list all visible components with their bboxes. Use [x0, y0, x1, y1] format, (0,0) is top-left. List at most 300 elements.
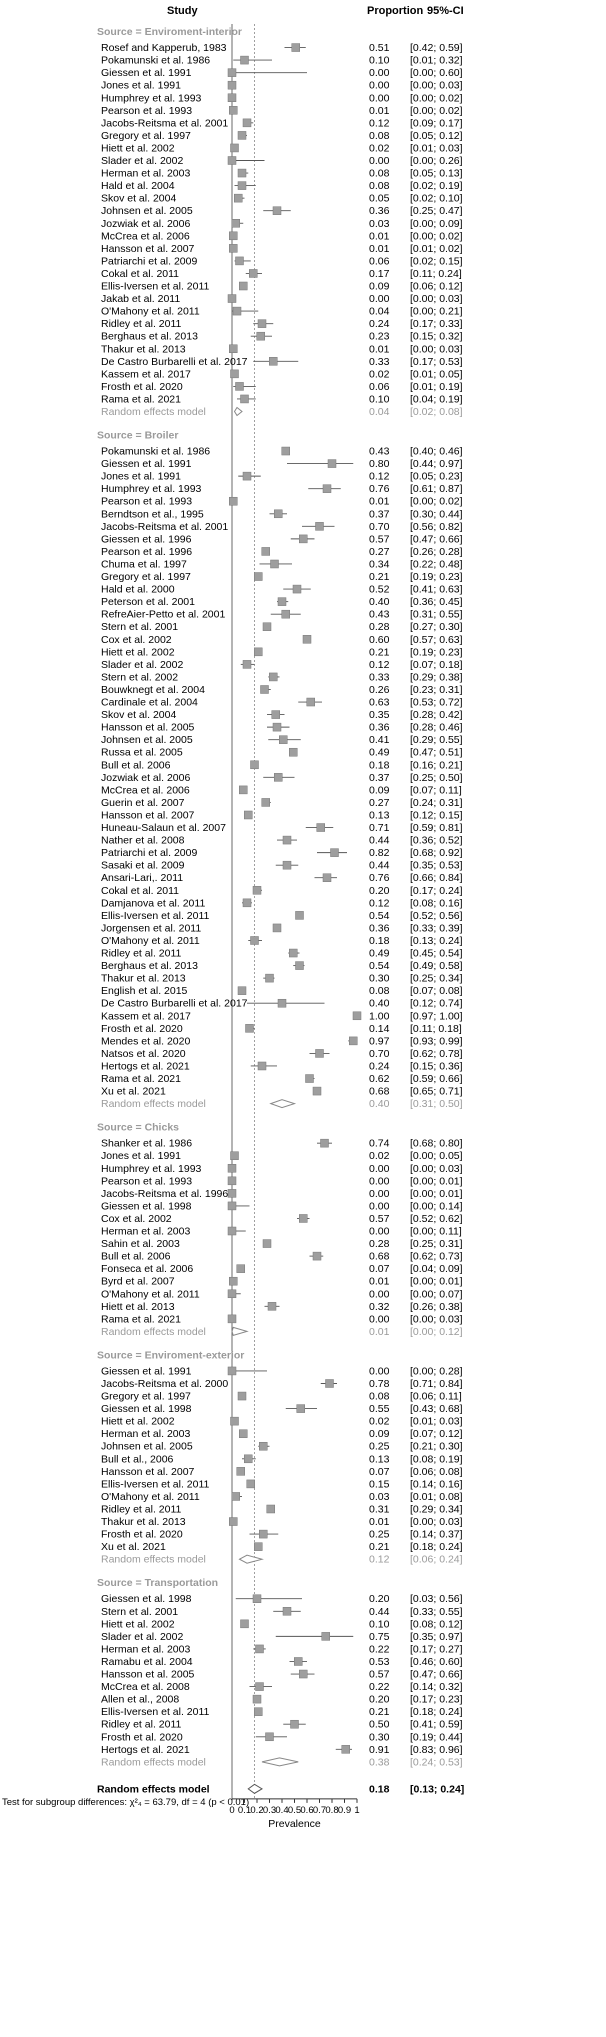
- study-ci: [0.53; 0.72]: [410, 696, 463, 709]
- study-label: Pearson et al. 1996: [101, 545, 193, 558]
- study-proportion: 0.30: [369, 1731, 390, 1744]
- study-proportion: 0.12: [369, 117, 390, 130]
- study-proportion: 0.12: [369, 658, 390, 671]
- study-label: McCrea et al. 2006: [101, 230, 190, 243]
- study-point: [274, 510, 282, 518]
- study-point: [239, 786, 247, 794]
- study-proportion: 0.08: [369, 985, 390, 998]
- study-ci: [0.00; 0.03]: [410, 343, 463, 356]
- study-ci: [0.68; 0.92]: [410, 847, 463, 860]
- study-label: Berghaus et al. 2013: [101, 330, 198, 343]
- group-label: Source = Chicks: [97, 1121, 179, 1134]
- study-label: Patriarchi et al. 2009: [101, 847, 198, 860]
- study-proportion: 0.55: [369, 1403, 390, 1416]
- study-label: Hiett et al. 2013: [101, 1300, 175, 1313]
- study-label: Jorgensen et al. 2011: [101, 922, 202, 935]
- study-proportion: 0.25: [369, 1528, 390, 1541]
- study-ci: [0.93; 0.99]: [410, 1035, 463, 1048]
- study-proportion: 0.02: [369, 1150, 390, 1163]
- random-effects-label: Random effects model: [101, 1756, 206, 1769]
- study-ci: [0.01; 0.32]: [410, 54, 463, 67]
- study-point: [262, 547, 270, 555]
- header-proportion: Proportion: [367, 5, 424, 17]
- study-label: Herman et al. 2003: [101, 1643, 191, 1656]
- study-point: [262, 798, 270, 806]
- study-ci: [0.07; 0.12]: [410, 1428, 463, 1441]
- study-ci: [0.17; 0.24]: [410, 884, 463, 897]
- study-proportion: 0.14: [369, 1022, 390, 1035]
- study-point: [231, 370, 239, 378]
- study-ci: [0.16; 0.21]: [410, 759, 463, 772]
- study-point: [313, 1087, 321, 1095]
- study-ci: [0.01; 0.05]: [410, 368, 463, 381]
- study-point: [229, 232, 237, 240]
- study-label: De Castro Burbarelli et al. 2017: [101, 355, 248, 368]
- study-ci: [0.26; 0.28]: [410, 545, 463, 558]
- study-ci: [0.00; 0.03]: [410, 1516, 463, 1529]
- study-label: Thakur et al. 2013: [101, 972, 186, 985]
- random-effects-label: Random effects model: [101, 1553, 206, 1566]
- study-label: Jones et al. 1991: [101, 79, 181, 92]
- study-proportion: 0.13: [369, 1453, 390, 1466]
- study-label: Frosth et al. 2020: [101, 1731, 183, 1744]
- study-ci: [0.31; 0.55]: [410, 608, 463, 621]
- study-proportion: 0.30: [369, 972, 390, 985]
- study-point: [253, 1695, 261, 1703]
- study-point: [273, 723, 281, 731]
- study-proportion: 0.43: [369, 608, 390, 621]
- study-proportion: 0.20: [369, 1593, 390, 1606]
- study-proportion: 0.28: [369, 1238, 390, 1251]
- study-ci: [0.08; 0.16]: [410, 897, 463, 910]
- study-point: [231, 1417, 239, 1425]
- study-ci: [0.15; 0.32]: [410, 330, 463, 343]
- study-proportion: 0.33: [369, 671, 390, 684]
- study-ci: [0.01; 0.19]: [410, 380, 463, 393]
- study-ci: [0.04; 0.09]: [410, 1263, 463, 1276]
- study-proportion: 0.51: [369, 42, 390, 55]
- study-label: Ellis-Iversen et al. 2011: [101, 1478, 210, 1491]
- study-proportion: 0.00: [369, 1162, 390, 1175]
- study-ci: [0.71; 0.84]: [410, 1377, 463, 1390]
- study-ci: [0.33; 0.55]: [410, 1605, 463, 1618]
- x-tick-label: 0.8: [325, 1804, 339, 1816]
- study-point: [289, 748, 297, 756]
- study-label: O'Mahony et al. 2011: [101, 934, 200, 947]
- study-point: [228, 1315, 236, 1323]
- study-ci: [0.61; 0.87]: [410, 483, 463, 496]
- study-ci: [0.00; 0.05]: [410, 1150, 463, 1163]
- study-ci: [0.49; 0.58]: [410, 960, 463, 973]
- study-ci: [0.41; 0.63]: [410, 583, 463, 596]
- overall-label: Random effects model: [97, 1783, 210, 1796]
- study-proportion: 0.76: [369, 483, 390, 496]
- study-proportion: 0.22: [369, 1643, 390, 1656]
- study-label: Russa et al. 2005: [101, 746, 183, 759]
- study-point: [258, 320, 266, 328]
- study-label: Humphrey et al. 1993: [101, 92, 202, 105]
- study-proportion: 0.09: [369, 1428, 390, 1441]
- study-point: [269, 357, 277, 365]
- study-proportion: 0.03: [369, 217, 390, 230]
- study-proportion: 0.18: [369, 934, 390, 947]
- study-label: Gregory et al. 1997: [101, 129, 191, 142]
- study-label: Pokamunski et al. 1986: [101, 54, 211, 67]
- study-point: [254, 648, 262, 656]
- study-label: Ramabu et al. 2004: [101, 1655, 193, 1668]
- study-label: Gregory et al. 1997: [101, 1390, 191, 1403]
- study-point: [243, 472, 251, 480]
- study-point: [316, 1049, 324, 1057]
- study-ci: [0.00; 0.11]: [410, 1225, 462, 1238]
- study-label: Xu et al. 2021: [101, 1085, 166, 1098]
- study-point: [238, 987, 246, 995]
- study-point: [228, 69, 236, 77]
- group-label: Source = Transportation: [97, 1577, 219, 1590]
- study-label: Jones et al. 1991: [101, 470, 181, 483]
- study-point: [278, 999, 286, 1007]
- study-label: McCrea et al. 2008: [101, 1681, 190, 1694]
- study-label: Thakur et al. 2013: [101, 343, 186, 356]
- study-ci: [0.00; 0.01]: [410, 1187, 463, 1200]
- study-ci: [0.02; 0.15]: [410, 255, 463, 268]
- study-label: Johnsen et al. 2005: [101, 734, 193, 747]
- study-point: [231, 1152, 239, 1160]
- subgroup-test: Test for subgroup differences: χ²₄ = 63.79, df = 4 (p < 0.01): [2, 1796, 250, 1808]
- study-proportion: 0.40: [369, 997, 390, 1010]
- random-effects-diamond: [235, 408, 243, 416]
- study-proportion: 0.10: [369, 54, 390, 67]
- study-label: Hansson et al. 2007: [101, 242, 195, 255]
- study-proportion: 0.07: [369, 1263, 390, 1276]
- study-point: [278, 598, 286, 606]
- study-proportion: 0.01: [369, 495, 390, 508]
- study-point: [238, 182, 246, 190]
- study-label: Frosth et al. 2020: [101, 1528, 183, 1541]
- study-proportion: 0.00: [369, 92, 390, 105]
- study-point: [283, 861, 291, 869]
- study-ci: [0.00; 0.03]: [410, 79, 463, 92]
- study-point: [299, 535, 307, 543]
- random-effects-label: Random effects model: [101, 406, 206, 418]
- study-ci: [0.23; 0.31]: [410, 683, 463, 696]
- study-ci: [0.17; 0.53]: [410, 355, 463, 368]
- study-label: Herman et al. 2003: [101, 1225, 191, 1238]
- study-proportion: 0.00: [369, 79, 390, 92]
- study-ci: [0.52; 0.56]: [410, 909, 463, 922]
- study-label: Frosth et al. 2020: [101, 380, 183, 393]
- study-ci: [0.47; 0.66]: [410, 533, 463, 546]
- study-point: [258, 1062, 266, 1070]
- study-ci: [0.47; 0.66]: [410, 1668, 463, 1681]
- study-point: [243, 119, 251, 127]
- random-effects-proportion: 0.04: [369, 406, 390, 418]
- study-ci: [0.68; 0.80]: [410, 1137, 463, 1150]
- study-ci: [0.24; 0.31]: [410, 796, 463, 809]
- study-proportion: 0.82: [369, 847, 390, 860]
- study-proportion: 0.00: [369, 1225, 390, 1238]
- study-point: [322, 1632, 330, 1640]
- study-point: [307, 698, 315, 706]
- study-label: Humphrey et al. 1993: [101, 483, 202, 496]
- study-ci: [0.05; 0.23]: [410, 470, 463, 483]
- study-proportion: 0.12: [369, 470, 390, 483]
- study-label: O'Mahony et al. 2011: [101, 305, 200, 318]
- study-ci: [0.36; 0.45]: [410, 596, 463, 609]
- study-ci: [0.04; 0.19]: [410, 393, 463, 406]
- study-proportion: 0.00: [369, 1175, 390, 1188]
- x-tick-label: 0: [229, 1804, 235, 1816]
- study-ci: [0.00; 0.02]: [410, 92, 463, 105]
- random-effects-proportion: 0.12: [369, 1553, 390, 1566]
- study-proportion: 0.31: [369, 1503, 390, 1516]
- study-ci: [0.19; 0.23]: [410, 571, 463, 584]
- x-tick-label: 0.7: [312, 1804, 327, 1816]
- study-point: [296, 911, 304, 919]
- study-label: Giessen et al. 1998: [101, 1403, 192, 1416]
- random-effects-proportion: 0.01: [369, 1325, 390, 1338]
- study-point: [253, 1595, 261, 1603]
- study-ci: [0.12; 0.74]: [410, 997, 463, 1010]
- study-point: [228, 94, 236, 102]
- study-point: [317, 824, 325, 832]
- study-label: Rosef and Kapperub, 1983: [101, 42, 227, 55]
- study-ci: [0.65; 0.71]: [410, 1085, 463, 1098]
- study-ci: [0.17; 0.33]: [410, 318, 463, 331]
- study-point: [228, 1227, 236, 1235]
- study-proportion: 0.53: [369, 1655, 390, 1668]
- study-label: Cardinale et al. 2004: [101, 696, 198, 709]
- study-label: Thakur et al. 2013: [101, 1516, 186, 1529]
- random-effects-diamond: [232, 1327, 247, 1335]
- study-label: Chuma et al. 1997: [101, 558, 187, 571]
- study-proportion: 1.00: [369, 1010, 390, 1023]
- study-point: [323, 874, 331, 882]
- study-proportion: 0.54: [369, 960, 390, 973]
- study-point: [229, 106, 237, 114]
- study-proportion: 0.23: [369, 330, 390, 343]
- x-tick-label: 0.1: [237, 1804, 252, 1816]
- study-proportion: 0.00: [369, 1365, 390, 1378]
- study-ci: [0.35; 0.97]: [410, 1630, 463, 1643]
- study-proportion: 0.57: [369, 1668, 390, 1681]
- study-label: Shanker et al. 1986: [101, 1137, 193, 1150]
- study-proportion: 0.37: [369, 508, 390, 521]
- study-label: Ansari-Lari,. 2011: [101, 872, 184, 885]
- study-proportion: 0.57: [369, 533, 390, 546]
- study-label: Ellis-Iversen et al. 2011: [101, 1706, 210, 1719]
- study-label: Allen et al., 2008: [101, 1693, 180, 1706]
- study-point: [283, 836, 291, 844]
- study-label: Giessen et al. 1991: [101, 458, 192, 471]
- study-label: Ridley et al. 2011: [101, 318, 182, 331]
- study-ci: [0.00; 0.60]: [410, 67, 463, 80]
- study-proportion: 0.76: [369, 872, 390, 885]
- study-proportion: 0.24: [369, 318, 390, 331]
- study-label: Slader et al. 2002: [101, 1630, 184, 1643]
- study-point: [228, 81, 236, 89]
- study-proportion: 0.68: [369, 1085, 390, 1098]
- study-label: Xu et al. 2021: [101, 1541, 166, 1554]
- study-ci: [0.36; 0.52]: [410, 834, 463, 847]
- overall-proportion: 0.18: [369, 1783, 390, 1796]
- study-label: Pearson et al. 1993: [101, 1175, 193, 1188]
- study-ci: [0.17; 0.23]: [410, 1693, 463, 1706]
- study-ci: [0.83; 0.96]: [410, 1743, 463, 1756]
- study-ci: [0.46; 0.60]: [410, 1655, 463, 1668]
- study-proportion: 0.52: [369, 583, 390, 596]
- study-proportion: 0.06: [369, 380, 390, 393]
- study-ci: [0.15; 0.36]: [410, 1060, 463, 1073]
- study-proportion: 0.01: [369, 343, 390, 356]
- study-point: [274, 773, 282, 781]
- study-proportion: 0.09: [369, 784, 390, 797]
- study-point: [254, 1708, 262, 1716]
- study-point: [353, 1012, 361, 1020]
- study-point: [299, 1670, 307, 1678]
- x-tick-label: 1: [354, 1804, 360, 1816]
- study-label: Ellis-Iversen et al. 2011: [101, 280, 210, 293]
- study-point: [231, 144, 239, 152]
- study-ci: [0.00; 0.03]: [410, 293, 463, 306]
- study-label: Pokamunski et al. 1986: [101, 445, 211, 458]
- study-point: [297, 1405, 305, 1413]
- study-proportion: 0.75: [369, 1630, 390, 1643]
- study-ci: [0.14; 0.37]: [410, 1528, 463, 1541]
- overall-ci: [0.13; 0.24]: [410, 1783, 465, 1796]
- study-proportion: 0.02: [369, 368, 390, 381]
- study-label: Hiett et al. 2002: [101, 142, 175, 155]
- study-point: [254, 573, 262, 581]
- study-ci: [0.29; 0.38]: [410, 671, 463, 684]
- study-proportion: 0.36: [369, 922, 390, 935]
- study-proportion: 0.00: [369, 67, 390, 80]
- study-label: Peterson et al. 2001: [101, 596, 195, 609]
- study-proportion: 0.15: [369, 1478, 390, 1491]
- study-ci: [0.25; 0.50]: [410, 771, 463, 784]
- study-point: [342, 1745, 350, 1753]
- study-proportion: 0.20: [369, 1693, 390, 1706]
- study-point: [228, 1189, 236, 1197]
- study-ci: [0.00; 0.26]: [410, 155, 463, 167]
- study-label: Johnsen et al. 2005: [101, 205, 193, 218]
- study-point: [271, 560, 279, 568]
- study-ci: [0.52; 0.62]: [410, 1212, 463, 1225]
- study-ci: [0.08; 0.19]: [410, 1453, 463, 1466]
- study-point: [228, 295, 236, 303]
- study-label: McCrea et al. 2006: [101, 784, 190, 797]
- study-ci: [0.26; 0.38]: [410, 1300, 463, 1313]
- study-proportion: 0.70: [369, 1047, 390, 1060]
- study-proportion: 0.49: [369, 746, 390, 759]
- study-point: [229, 345, 237, 353]
- study-label: Jozwiak et al. 2006: [101, 771, 191, 784]
- study-proportion: 0.35: [369, 709, 390, 722]
- study-ci: [0.13; 0.24]: [410, 934, 463, 947]
- study-ci: [0.22; 0.48]: [410, 558, 463, 571]
- study-point: [321, 1139, 329, 1147]
- study-proportion: 0.21: [369, 1541, 390, 1554]
- study-point: [328, 460, 336, 468]
- study-ci: [0.00; 0.02]: [410, 495, 463, 508]
- random-effects-proportion: 0.40: [369, 1098, 390, 1111]
- study-label: Cox et al. 2002: [101, 1212, 172, 1225]
- study-label: Pearson et al. 1993: [101, 104, 193, 117]
- study-point: [237, 1467, 245, 1475]
- study-proportion: 0.78: [369, 1377, 390, 1390]
- study-proportion: 0.62: [369, 1073, 390, 1086]
- study-point: [257, 332, 265, 340]
- study-proportion: 0.70: [369, 520, 390, 533]
- study-proportion: 0.20: [369, 884, 390, 897]
- study-proportion: 0.44: [369, 1605, 390, 1618]
- study-proportion: 0.00: [369, 293, 390, 306]
- study-label: Hansson et al. 2007: [101, 1465, 195, 1478]
- study-ci: [0.00; 0.01]: [410, 1275, 463, 1288]
- study-proportion: 0.54: [369, 909, 390, 922]
- study-label: Hald et al. 2000: [101, 583, 175, 596]
- study-ci: [0.00; 0.14]: [410, 1200, 463, 1213]
- study-point: [239, 282, 247, 290]
- study-proportion: 0.27: [369, 545, 390, 558]
- study-ci: [0.19; 0.23]: [410, 646, 463, 659]
- x-axis-label: Prevalence: [268, 1817, 321, 1830]
- study-proportion: 0.08: [369, 129, 390, 142]
- study-label: Giessen et al. 1996: [101, 533, 192, 546]
- study-point: [241, 395, 249, 403]
- study-label: Kassem et al. 2017: [101, 368, 191, 381]
- study-proportion: 0.74: [369, 1137, 390, 1150]
- study-label: Gregory et al. 1997: [101, 571, 191, 584]
- study-point: [256, 1645, 264, 1653]
- study-point: [299, 1214, 307, 1222]
- x-tick-label: 0.6: [300, 1804, 314, 1816]
- study-point: [283, 1607, 291, 1615]
- study-label: Sahin et al. 2003: [101, 1238, 180, 1251]
- study-proportion: 0.24: [369, 1060, 390, 1073]
- random-effects-diamond: [240, 1555, 263, 1563]
- study-ci: [0.01; 0.08]: [410, 1490, 463, 1503]
- study-ci: [0.00; 0.03]: [410, 1162, 463, 1175]
- study-proportion: 0.97: [369, 1035, 390, 1048]
- study-proportion: 0.33: [369, 355, 390, 368]
- study-point: [234, 194, 242, 202]
- study-proportion: 0.10: [369, 393, 390, 406]
- study-proportion: 0.25: [369, 1440, 390, 1453]
- study-proportion: 0.18: [369, 759, 390, 772]
- study-point: [253, 886, 261, 894]
- study-ci: [0.17; 0.27]: [410, 1643, 463, 1656]
- study-point: [279, 736, 287, 744]
- study-point: [293, 585, 301, 593]
- study-ci: [0.43; 0.68]: [410, 1403, 463, 1416]
- study-proportion: 0.21: [369, 1706, 390, 1719]
- study-ci: [0.06; 0.12]: [410, 280, 463, 293]
- study-ci: [0.97; 1.00]: [410, 1010, 463, 1023]
- header-study: Study: [167, 5, 198, 17]
- study-proportion: 0.02: [369, 142, 390, 155]
- study-ci: [0.27; 0.30]: [410, 621, 463, 634]
- study-label: Hiett et al. 2002: [101, 1618, 175, 1631]
- study-point: [229, 497, 237, 505]
- study-ci: [0.25; 0.47]: [410, 205, 463, 218]
- random-effects-ci: [0.06; 0.24]: [410, 1553, 463, 1566]
- study-point: [259, 1530, 267, 1538]
- study-ci: [0.25; 0.34]: [410, 972, 463, 985]
- study-ci: [0.57; 0.63]: [410, 633, 463, 646]
- study-point: [241, 56, 249, 64]
- study-label: Ridley et al. 2011: [101, 1718, 182, 1731]
